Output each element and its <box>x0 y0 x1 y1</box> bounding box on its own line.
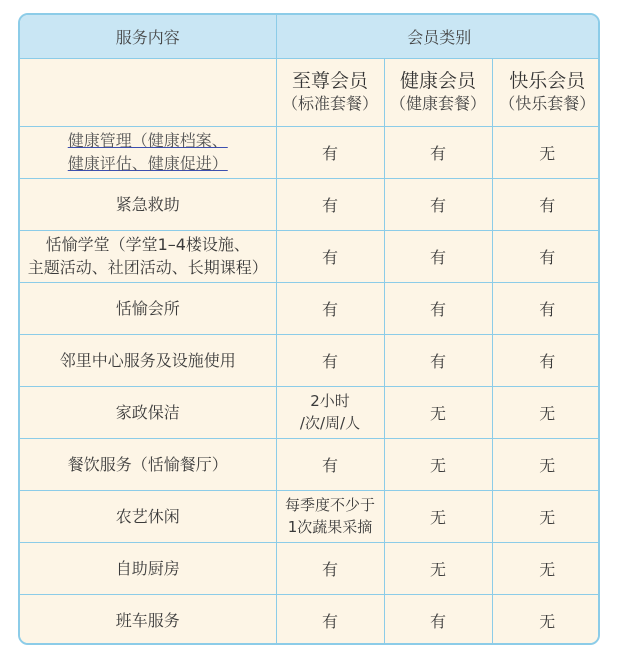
table-row <box>20 594 600 645</box>
availability-cell <box>276 438 384 490</box>
availability-value: 有 <box>429 143 446 163</box>
service-text: 家政保洁 <box>115 402 180 422</box>
availability-value: 2小时 /次/周/人 <box>299 392 361 432</box>
availability-cell <box>384 178 492 230</box>
table-row <box>20 542 600 594</box>
service-text: 班车服务 <box>115 610 180 630</box>
availability-cell <box>492 178 600 230</box>
service-cell <box>20 438 276 490</box>
service-text: 自助厨房 <box>115 558 180 578</box>
availability-value: 无 <box>539 455 556 475</box>
table-row <box>20 386 600 438</box>
availability-value: 有 <box>429 351 446 371</box>
package-name: 至尊会员 <box>291 70 368 92</box>
table-header-row <box>20 15 600 58</box>
availability-value: 有 <box>429 195 446 215</box>
package-header-health <box>384 58 492 126</box>
availability-cell <box>384 334 492 386</box>
package-subtitle: （标准套餐） <box>281 94 378 113</box>
availability-value: 有 <box>321 611 338 631</box>
availability-cell <box>492 334 600 386</box>
availability-cell <box>276 386 384 438</box>
availability-cell <box>492 386 600 438</box>
availability-value: 有 <box>321 351 338 371</box>
availability-value: 有 <box>321 455 338 475</box>
availability-cell <box>276 126 384 178</box>
availability-value: 有 <box>321 559 338 579</box>
availability-value: 无 <box>539 403 556 423</box>
table-row <box>20 178 600 230</box>
service-text: 农艺休闲 <box>115 506 180 526</box>
availability-cell <box>384 594 492 645</box>
availability-cell <box>492 230 600 282</box>
service-text: 餐饮服务（恬愉餐厅） <box>67 454 228 474</box>
availability-cell <box>384 490 492 542</box>
membership-table-frame <box>18 13 600 645</box>
package-name: 快乐会员 <box>509 70 586 92</box>
availability-value: 有 <box>539 299 556 319</box>
availability-value: 无 <box>429 559 446 579</box>
availability-cell <box>384 230 492 282</box>
availability-cell <box>384 282 492 334</box>
availability-cell <box>492 282 600 334</box>
availability-value: 无 <box>429 507 446 527</box>
availability-value: 有 <box>539 351 556 371</box>
service-text: 恬愉会所 <box>115 298 180 318</box>
availability-value: 有 <box>539 195 556 215</box>
package-subtitle: （快乐套餐） <box>499 94 596 113</box>
service-cell <box>20 594 276 645</box>
availability-cell <box>276 334 384 386</box>
availability-cell <box>384 542 492 594</box>
availability-value: 无 <box>539 611 556 631</box>
service-link-text[interactable]: 健康评估、健康促进） <box>67 154 228 173</box>
availability-cell <box>276 178 384 230</box>
table-row <box>20 334 600 386</box>
package-subtitle: （健康套餐） <box>389 94 486 113</box>
service-cell <box>20 282 276 334</box>
service-text: 恬愉学堂（学堂1–4楼设施、 <box>45 235 250 254</box>
blank-header-cell <box>20 58 276 126</box>
availability-value: 无 <box>539 507 556 527</box>
availability-value: 有 <box>321 195 338 215</box>
availability-value: 每季度不少于 1次蔬果采摘 <box>284 496 375 536</box>
availability-cell <box>492 490 600 542</box>
availability-value: 无 <box>539 143 556 163</box>
availability-cell <box>276 490 384 542</box>
table-row <box>20 282 600 334</box>
availability-cell <box>276 594 384 645</box>
availability-cell <box>492 126 600 178</box>
availability-cell <box>492 594 600 645</box>
service-cell <box>20 386 276 438</box>
service-cell <box>20 178 276 230</box>
service-text: 紧急救助 <box>115 194 180 214</box>
service-text: 主题活动、社团活动、长期课程） <box>27 258 268 277</box>
table-row <box>20 230 600 282</box>
service-column-header: 服务内容 <box>20 15 276 58</box>
package-name: 健康会员 <box>399 70 476 92</box>
availability-value: 无 <box>429 455 446 475</box>
category-column-header: 会员类别 <box>276 15 600 58</box>
availability-value: 有 <box>321 247 338 267</box>
availability-value: 有 <box>429 299 446 319</box>
table-row <box>20 438 600 490</box>
availability-value: 有 <box>321 299 338 319</box>
service-text: 邻里中心服务及设施使用 <box>59 350 236 370</box>
table-row <box>20 126 600 178</box>
availability-cell <box>384 386 492 438</box>
service-cell <box>20 230 276 282</box>
availability-value: 无 <box>429 403 446 423</box>
table-row <box>20 490 600 542</box>
availability-cell <box>384 438 492 490</box>
service-cell <box>20 490 276 542</box>
availability-value: 无 <box>539 559 556 579</box>
package-header-premium <box>276 58 384 126</box>
service-cell <box>20 334 276 386</box>
availability-value: 有 <box>539 247 556 267</box>
availability-value: 有 <box>321 143 338 163</box>
service-cell <box>20 542 276 594</box>
package-header-row <box>20 58 600 126</box>
membership-services-table <box>20 15 600 645</box>
availability-cell <box>276 230 384 282</box>
service-cell <box>20 126 276 178</box>
availability-value: 有 <box>429 247 446 267</box>
availability-cell <box>384 126 492 178</box>
availability-cell <box>276 282 384 334</box>
service-link-text[interactable]: 健康管理（健康档案、 <box>67 131 228 150</box>
package-header-happy <box>492 58 600 126</box>
availability-cell <box>492 438 600 490</box>
availability-cell <box>276 542 384 594</box>
availability-cell <box>492 542 600 594</box>
availability-value: 有 <box>429 611 446 631</box>
